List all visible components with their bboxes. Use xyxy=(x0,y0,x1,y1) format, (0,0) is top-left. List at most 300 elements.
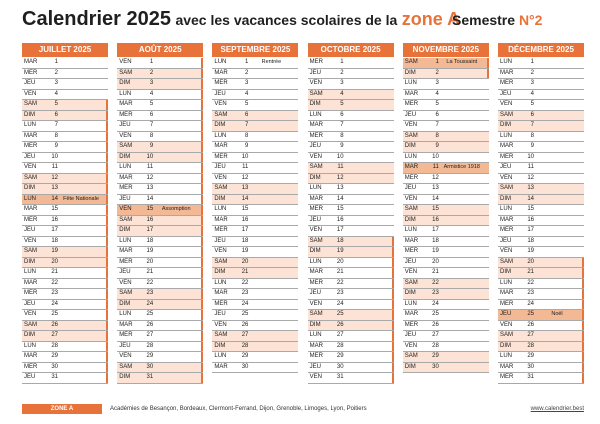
day-number: 28 xyxy=(146,342,154,349)
day-number: 13 xyxy=(51,185,58,191)
day-row xyxy=(212,247,298,258)
day-number: 23 xyxy=(241,290,249,296)
day-row xyxy=(117,111,203,122)
day-row xyxy=(498,310,584,321)
day-of-week: SAM xyxy=(119,143,133,149)
day-number: 21 xyxy=(146,269,154,275)
day-of-week: JEU xyxy=(214,237,226,244)
day-of-week: MAR xyxy=(24,353,38,359)
day-row xyxy=(308,174,394,185)
day-of-week: MAR xyxy=(214,363,228,370)
day-number: 11 xyxy=(527,164,534,170)
day-number: 24 xyxy=(146,300,154,307)
day-number: 10 xyxy=(146,153,154,160)
day-of-week: MAR xyxy=(214,143,228,149)
day-row xyxy=(212,268,298,279)
day-of-week: MER xyxy=(500,374,514,380)
day-of-week: JEU xyxy=(404,185,417,191)
day-of-week: DIM xyxy=(119,300,131,307)
day-of-week: MAR xyxy=(119,321,133,328)
day-row xyxy=(498,69,584,80)
day-row xyxy=(403,258,489,269)
day-of-week: JEU xyxy=(119,342,131,349)
day-of-week: MER xyxy=(214,227,228,233)
day-of-week: DIM xyxy=(24,258,35,265)
day-of-week: DIM xyxy=(119,374,131,380)
day-number: 13 xyxy=(241,185,249,191)
day-number: 30 xyxy=(241,363,249,370)
day-row xyxy=(117,268,203,279)
day-number: 12 xyxy=(432,174,439,181)
day-of-week: VEN xyxy=(119,59,132,65)
day-number: 25 xyxy=(527,311,534,317)
day-of-week: LUN xyxy=(24,122,37,128)
day-number: 27 xyxy=(146,332,154,338)
day-row xyxy=(498,363,584,374)
day-row xyxy=(22,300,108,311)
day-number: 10 xyxy=(336,153,344,160)
day-number: 8 xyxy=(530,132,534,139)
day-of-week: LUN xyxy=(309,258,322,265)
day-of-week: MER xyxy=(119,185,133,191)
day-of-week: MAR xyxy=(500,290,514,296)
day-row xyxy=(117,279,203,290)
day-row xyxy=(212,163,298,174)
day-of-week: SAM xyxy=(404,353,418,359)
day-number: 15 xyxy=(146,206,154,212)
day-row xyxy=(498,216,584,227)
day-row xyxy=(212,121,298,132)
day-number: 15 xyxy=(527,206,534,212)
day-of-week: MAR xyxy=(119,174,133,181)
day-number: 27 xyxy=(336,332,344,338)
day-of-week: MAR xyxy=(309,269,323,275)
day-row xyxy=(403,247,489,258)
day-number: 10 xyxy=(51,153,58,160)
day-row xyxy=(498,90,584,101)
day-row xyxy=(212,142,298,153)
day-row xyxy=(212,58,298,69)
day-row xyxy=(403,163,489,174)
day-row xyxy=(22,247,108,258)
day-of-week: MER xyxy=(309,353,323,359)
day-row xyxy=(22,321,108,332)
day-row xyxy=(498,289,584,300)
day-of-week: VEN xyxy=(214,174,227,181)
day-row xyxy=(212,331,298,342)
day-row xyxy=(498,268,584,279)
day-of-week: DIM xyxy=(309,248,321,254)
day-row xyxy=(308,331,394,342)
day-row xyxy=(212,153,298,164)
day-of-week: VEN xyxy=(404,195,418,202)
day-number: 2 xyxy=(435,69,439,76)
day-number: 9 xyxy=(245,143,249,149)
day-of-week: LUN xyxy=(404,227,417,233)
day-of-week: MAR xyxy=(24,132,38,139)
day-number: 7 xyxy=(530,122,534,128)
day-of-week: DIM xyxy=(24,111,35,118)
day-number: 30 xyxy=(527,363,534,370)
day-row xyxy=(212,90,298,101)
day-number: 6 xyxy=(149,111,154,118)
day-row xyxy=(498,121,584,132)
day-number: 15 xyxy=(241,206,249,212)
day-of-week: JEU xyxy=(119,122,131,128)
day-row xyxy=(308,300,394,311)
day-of-week: JEU xyxy=(309,363,321,370)
day-of-week: DIM xyxy=(214,269,226,275)
day-of-week: MER xyxy=(119,111,133,118)
day-row xyxy=(22,216,108,227)
day-number: 11 xyxy=(146,164,154,170)
day-row xyxy=(498,226,584,237)
day-number: 2 xyxy=(340,69,344,76)
day-of-week: JEU xyxy=(309,290,321,296)
day-of-week: SAM xyxy=(500,258,514,265)
day-row xyxy=(308,310,394,321)
day-of-week: LUN xyxy=(24,342,37,349)
day-of-week: DIM xyxy=(119,153,131,160)
day-of-week: DIM xyxy=(24,332,35,338)
day-of-week: MAR xyxy=(24,206,38,212)
day-of-week: LUN xyxy=(404,300,417,307)
day-number: 1 xyxy=(340,59,344,65)
month-header: OCTOBRE 2025 xyxy=(308,43,394,57)
day-number: 9 xyxy=(54,143,58,149)
day-number: 22 xyxy=(51,279,58,286)
day-of-week: JEU xyxy=(119,269,131,275)
day-of-week: DIM xyxy=(404,69,416,76)
day-row xyxy=(212,363,298,374)
day-number: 18 xyxy=(51,237,58,244)
month-column xyxy=(498,43,584,384)
day-number: 25 xyxy=(241,311,249,317)
day-row xyxy=(498,373,584,384)
day-number: 24 xyxy=(241,300,249,307)
day-row xyxy=(117,331,203,342)
day-row xyxy=(308,268,394,279)
day-number: 14 xyxy=(146,195,154,202)
day-number: 4 xyxy=(435,90,439,97)
day-number: 14 xyxy=(336,195,344,202)
day-row xyxy=(117,342,203,353)
day-number: 25 xyxy=(336,311,344,317)
day-row xyxy=(403,321,489,332)
day-number: 8 xyxy=(149,132,154,139)
day-of-week: MER xyxy=(24,363,38,370)
day-row xyxy=(403,174,489,185)
day-number: 31 xyxy=(146,374,154,380)
day-row xyxy=(403,100,489,111)
day-number: 7 xyxy=(245,122,249,128)
day-row xyxy=(403,216,489,227)
day-of-week: VEN xyxy=(24,164,37,170)
day-row xyxy=(403,289,489,300)
day-number: 16 xyxy=(241,216,249,223)
day-number: 24 xyxy=(527,300,534,307)
day-row xyxy=(22,163,108,174)
day-number: 5 xyxy=(435,101,439,107)
day-number: 10 xyxy=(432,153,439,160)
day-of-week: JEU xyxy=(500,311,512,317)
day-of-week: MAR xyxy=(214,216,228,223)
day-number: 29 xyxy=(527,353,534,359)
day-row xyxy=(212,237,298,248)
day-of-week: LUN xyxy=(119,311,132,317)
day-row xyxy=(22,153,108,164)
day-row xyxy=(22,268,108,279)
day-row xyxy=(403,121,489,132)
day-row xyxy=(498,331,584,342)
day-row xyxy=(22,279,108,290)
day-number: 14 xyxy=(51,195,58,202)
day-row xyxy=(117,247,203,258)
day-row xyxy=(308,100,394,111)
day-of-week: MER xyxy=(214,153,228,160)
day-number: 16 xyxy=(336,216,344,223)
day-of-week: LUN xyxy=(214,59,227,65)
day-number: 18 xyxy=(241,237,249,244)
day-row xyxy=(308,132,394,143)
day-event: Noël xyxy=(551,311,563,317)
day-row xyxy=(117,79,203,90)
day-row xyxy=(117,90,203,101)
day-row xyxy=(498,195,584,206)
day-of-week: VEN xyxy=(214,101,227,107)
day-number: 25 xyxy=(146,311,154,317)
day-number: 9 xyxy=(435,143,439,149)
day-of-week: VEN xyxy=(309,227,322,233)
day-of-week: SAM xyxy=(404,59,418,65)
day-number: 6 xyxy=(245,111,249,118)
day-of-week: MAR xyxy=(404,311,419,317)
day-of-week: LUN xyxy=(500,132,513,139)
day-number: 3 xyxy=(245,80,249,86)
day-number: 29 xyxy=(146,353,154,359)
day-row xyxy=(22,363,108,374)
calendar-grid xyxy=(22,43,584,395)
day-number: 18 xyxy=(527,237,534,244)
day-number: 6 xyxy=(340,111,344,118)
day-number: 18 xyxy=(432,237,439,244)
day-number: 3 xyxy=(435,80,439,86)
day-number: 28 xyxy=(336,342,344,349)
day-number: 23 xyxy=(527,290,534,296)
day-number: 11 xyxy=(51,164,58,170)
day-number: 7 xyxy=(340,122,344,128)
day-of-week: JEU xyxy=(24,227,36,233)
day-number: 11 xyxy=(432,164,439,170)
day-event: Fête Nationale xyxy=(63,195,99,202)
day-of-week: VEN xyxy=(119,353,132,359)
day-row xyxy=(308,352,394,363)
day-number: 13 xyxy=(527,185,534,191)
day-row xyxy=(498,132,584,143)
day-of-week: VEN xyxy=(309,374,322,380)
day-of-week: MER xyxy=(309,59,323,65)
day-row xyxy=(308,111,394,122)
day-number: 16 xyxy=(527,216,534,223)
day-number: 15 xyxy=(432,206,439,212)
day-of-week: JEU xyxy=(404,258,417,265)
day-row xyxy=(498,184,584,195)
day-of-week: LUN xyxy=(119,90,132,97)
day-of-week: MAR xyxy=(214,290,228,296)
day-number: 26 xyxy=(51,321,58,328)
day-row xyxy=(308,363,394,374)
day-number: 22 xyxy=(336,279,344,286)
day-of-week: JEU xyxy=(24,374,36,380)
day-row xyxy=(22,226,108,237)
day-number: 1 xyxy=(245,59,249,65)
day-of-week: MER xyxy=(309,206,323,212)
day-of-week: MER xyxy=(500,227,514,233)
day-of-week: VEN xyxy=(119,132,132,139)
day-number: 1 xyxy=(530,59,534,65)
day-row xyxy=(212,195,298,206)
day-row xyxy=(117,300,203,311)
day-row xyxy=(403,184,489,195)
day-row xyxy=(403,132,489,143)
day-number: 26 xyxy=(432,321,439,328)
day-number: 24 xyxy=(336,300,344,307)
day-of-week: SAM xyxy=(24,174,38,181)
zone-badge: ZONE A xyxy=(22,404,102,414)
day-number: 28 xyxy=(241,342,249,349)
day-row xyxy=(403,111,489,122)
day-row xyxy=(212,79,298,90)
day-row xyxy=(117,195,203,206)
day-number: 2 xyxy=(149,69,154,76)
day-number: 23 xyxy=(146,290,154,296)
day-row xyxy=(212,226,298,237)
day-number: 16 xyxy=(432,216,439,223)
day-of-week: MER xyxy=(309,132,323,139)
month-column xyxy=(403,43,489,373)
day-number: 1 xyxy=(54,59,58,65)
day-row xyxy=(498,205,584,216)
day-number: 17 xyxy=(146,227,154,233)
day-number: 21 xyxy=(51,269,58,275)
day-of-week: MER xyxy=(24,69,38,76)
day-row xyxy=(212,342,298,353)
day-of-week: VEN xyxy=(24,311,37,317)
day-row xyxy=(308,247,394,258)
day-row xyxy=(403,142,489,153)
day-row xyxy=(117,142,203,153)
day-row xyxy=(308,153,394,164)
day-row xyxy=(212,258,298,269)
day-row xyxy=(212,132,298,143)
day-of-week: LUN xyxy=(214,206,227,212)
day-of-week: DIM xyxy=(214,122,226,128)
day-of-week: VEN xyxy=(214,248,227,254)
day-row xyxy=(498,352,584,363)
day-of-week: LUN xyxy=(404,153,417,160)
academies-list: Académies de Besançon, Bordeaux, Clermont-Ferrand, Dijon, Grenoble, Limoges, Lyon, Poitiers xyxy=(110,406,367,412)
day-row xyxy=(117,163,203,174)
day-event: Armistice 1918 xyxy=(443,164,480,170)
day-number: 26 xyxy=(527,321,534,328)
day-row xyxy=(212,352,298,363)
day-of-week: JEU xyxy=(309,143,321,149)
website-link[interactable]: www.calendrier.best xyxy=(530,406,584,412)
day-of-week: DIM xyxy=(309,101,321,107)
day-of-week: VEN xyxy=(119,279,132,286)
day-row xyxy=(212,310,298,321)
day-row xyxy=(212,111,298,122)
day-number: 9 xyxy=(149,143,154,149)
day-row xyxy=(117,58,203,69)
day-row xyxy=(308,216,394,227)
day-row xyxy=(212,279,298,290)
day-row xyxy=(403,363,489,374)
day-of-week: MAR xyxy=(309,122,323,128)
day-of-week: MER xyxy=(500,153,514,160)
day-of-week: JEU xyxy=(24,153,36,160)
day-of-week: MER xyxy=(404,101,419,107)
day-number: 28 xyxy=(51,342,58,349)
day-of-week: VEN xyxy=(500,321,513,328)
day-number: 29 xyxy=(336,353,344,359)
day-of-week: MAR xyxy=(119,248,133,254)
day-row xyxy=(308,58,394,69)
day-of-week: MER xyxy=(24,216,38,223)
day-number: 7 xyxy=(149,122,154,128)
day-of-week: MER xyxy=(500,80,514,86)
day-row xyxy=(498,79,584,90)
day-row xyxy=(308,69,394,80)
day-row xyxy=(403,90,489,101)
day-number: 28 xyxy=(432,342,439,349)
day-of-week: SAM xyxy=(309,311,323,317)
day-of-week: VEN xyxy=(119,206,132,212)
day-of-week: MER xyxy=(119,258,133,265)
day-row xyxy=(22,373,108,384)
day-number: 19 xyxy=(241,248,249,254)
semester-text: Semestre xyxy=(452,12,516,28)
day-of-week: VEN xyxy=(404,269,418,275)
title-sub: avec les vacances scolaires de la xyxy=(175,12,398,28)
day-of-week: MAR xyxy=(24,59,38,65)
day-number: 17 xyxy=(432,227,439,233)
day-number: 2 xyxy=(530,69,534,76)
day-of-week: DIM xyxy=(404,363,416,370)
day-row xyxy=(308,184,394,195)
day-row xyxy=(308,321,394,332)
day-of-week: SAM xyxy=(214,332,228,338)
day-of-week: MER xyxy=(119,332,133,338)
title-zone: zone A xyxy=(401,9,461,29)
day-row xyxy=(22,205,108,216)
day-of-week: MAR xyxy=(24,279,38,286)
day-row xyxy=(403,310,489,321)
day-row xyxy=(117,121,203,132)
day-row xyxy=(308,279,394,290)
day-of-week: JEU xyxy=(214,311,226,317)
day-row xyxy=(403,279,489,290)
day-row xyxy=(117,132,203,143)
day-row xyxy=(403,352,489,363)
day-number: 20 xyxy=(241,258,249,265)
day-row xyxy=(212,69,298,80)
day-row xyxy=(22,289,108,300)
day-number: 19 xyxy=(146,248,154,254)
day-row xyxy=(117,216,203,227)
day-number: 31 xyxy=(527,374,534,380)
day-of-week: JEU xyxy=(404,332,417,338)
